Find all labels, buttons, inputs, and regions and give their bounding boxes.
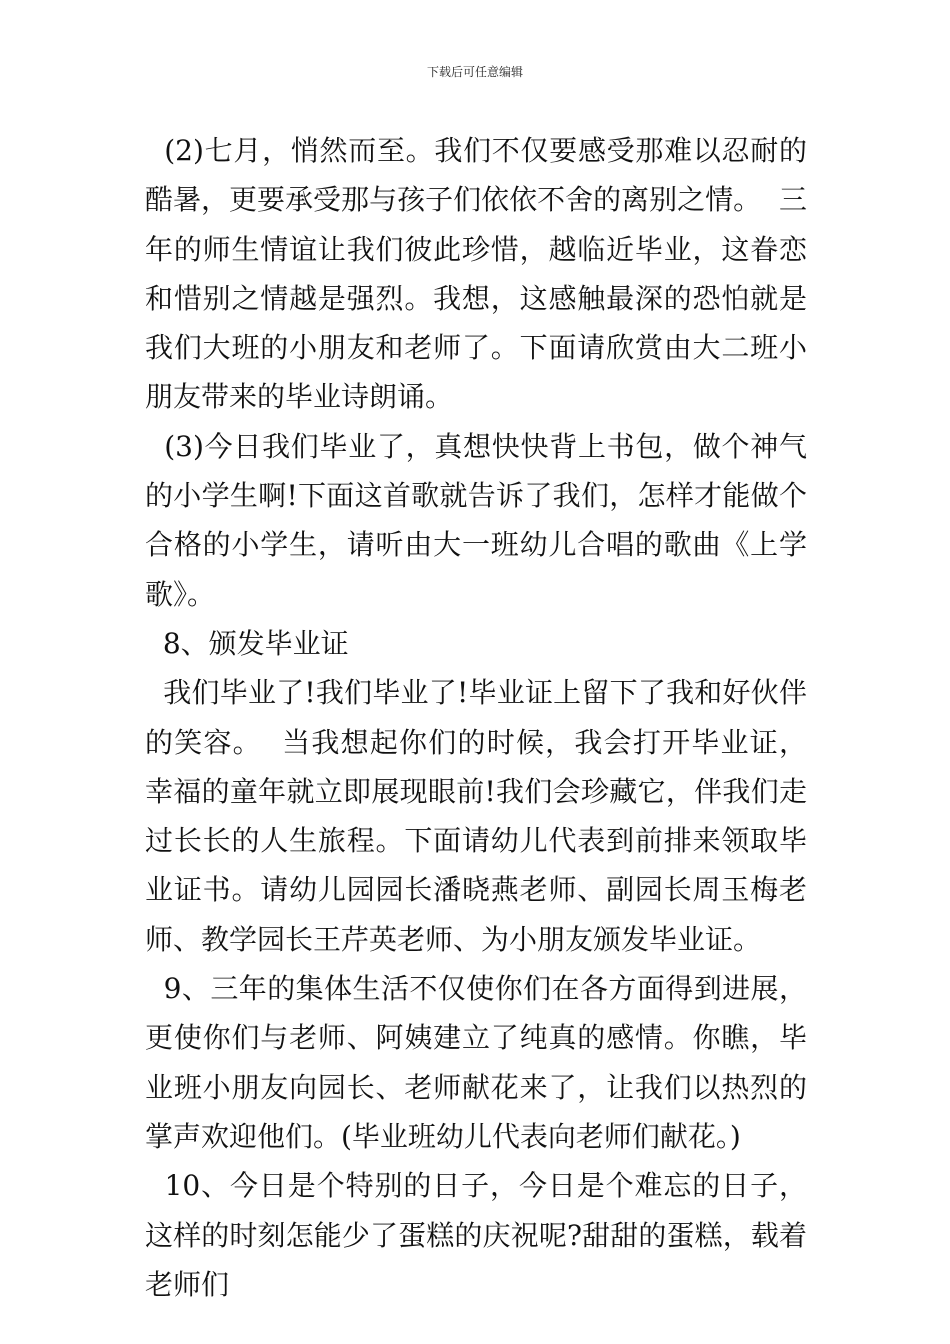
section-heading-certificates: 8、颁发毕业证 xyxy=(145,626,349,660)
paragraph-certificates: 我们毕业了!我们毕业了!毕业证上留下了我和好伙伴的笑容。 当我想起你们的时候，我会打开毕业证， 幸福的童年就立即展现眼前!我们会珍藏它，伴我们走过长长的人生旅程。下面请幼儿代表到前排来领取毕业证书。请幼儿园园长潘晓燕老师、副园长周玉梅老师、教学园长王芹英老师、为小朋友颁发毕业证。 xyxy=(145,676,825,956)
paragraph-cake: 10、今日是个特别的日子，今日是个难忘的日子，这样的时刻怎能少了蛋糕的庆祝呢?甜甜的蛋糕，载着老师们 xyxy=(145,1169,807,1301)
paragraph-school-song: (3)今日我们毕业了，真想快快背上书包，做个神气的小学生啊!下面这首歌就告诉了我们，怎样才能做个合格的小学生，请听由大一班幼儿合唱的歌曲《上学歌》。 xyxy=(145,429,807,611)
paragraph-flowers: 9、三年的集体生活不仅使你们在各方面得到进展，更使你们与老师、阿姨建立了纯真的感情。你瞧，毕业班小朋友向园长、老师献花来了，让我们以热烈的掌声欢迎他们。(毕业班幼儿代表向老师们献花。) xyxy=(145,972,807,1153)
document-body xyxy=(145,126,825,1309)
page-header: 下载后可任意编辑 xyxy=(426,65,523,79)
paragraph-july-farewell: (2)七月，悄然而至。我们不仅要感受那难以忍耐的酷暑，更要承受那与孩子们依依不舍的离别之情。 三年的师生情谊让我们彼此珍惜，越临近毕业，这眷恋和惜别之情越是强烈。我想，这感触最深的恐怕就是我们大班的小朋友和老师了。下面请欣赏由大二班小朋友带来的毕业诗朗诵。 xyxy=(145,134,807,414)
